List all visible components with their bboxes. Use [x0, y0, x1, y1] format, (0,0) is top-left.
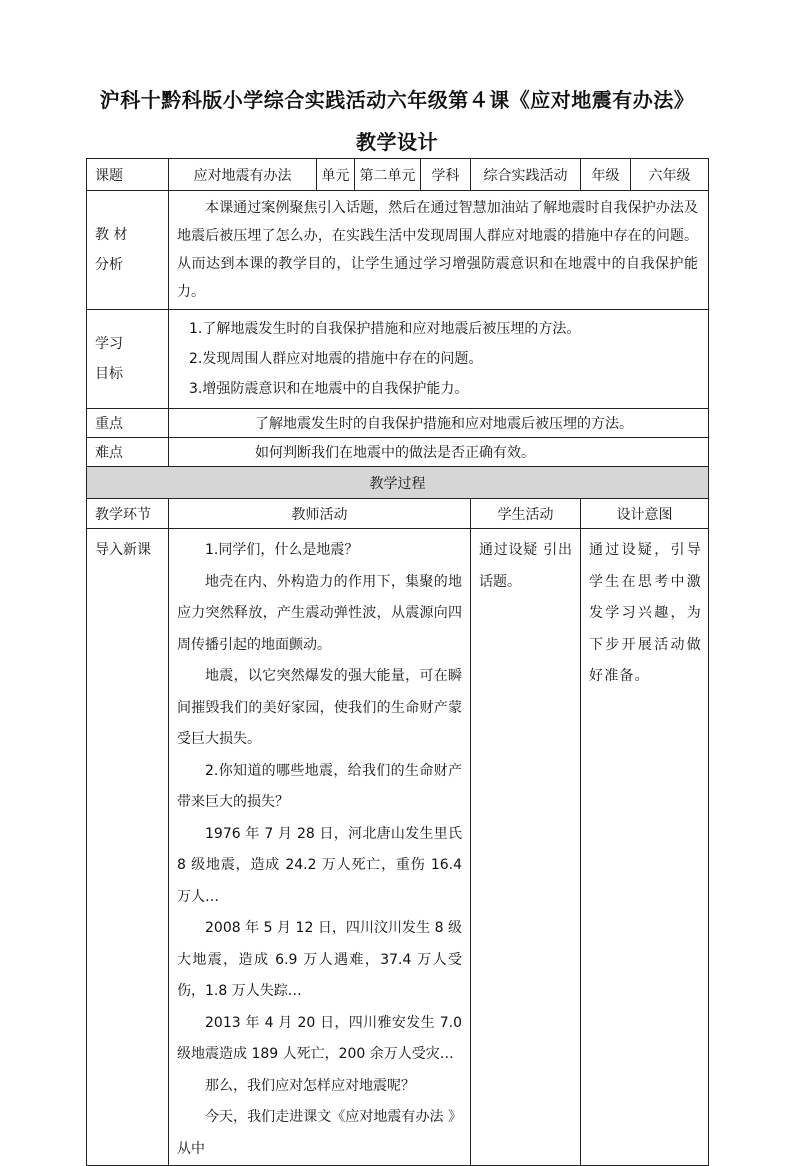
unit-label: 单元 — [317, 159, 355, 191]
objective-item: 2.发现周围人群应对地震的措施中存在的问题。 — [189, 351, 483, 367]
difficulty-row — [87, 438, 709, 467]
objective-item: 3.增强防震意识和在地震中的自我保护能力。 — [189, 381, 469, 397]
teacher-paragraph: 今天，我们走进课文《应对地震有办法 》从中 — [177, 1109, 462, 1157]
key-point-row — [87, 409, 709, 438]
process-intro-row — [87, 529, 709, 1166]
objectives-list — [169, 310, 709, 409]
col-teacher: 教师活动 — [169, 499, 471, 529]
stage-cell: 导入新课 — [87, 529, 169, 1166]
topic-value: 应对地震有办法 — [169, 159, 317, 191]
teacher-paragraph: 2.你知道的哪些地震，给我们的生命财产带来巨大的损失？ — [177, 762, 462, 810]
objectives-label — [87, 310, 169, 409]
difficulty-label: 难点 — [87, 438, 169, 467]
teacher-paragraph: 那么，我们应对怎样应对地震呢？ — [205, 1077, 415, 1094]
col-design: 设计意图 — [581, 499, 709, 529]
analysis-label-line1: 教 材 — [95, 227, 128, 243]
analysis-row — [87, 191, 709, 310]
objectives-row — [87, 310, 709, 409]
student-activity-cell: 通过设疑 引出话题。 — [471, 529, 581, 1166]
objective-item: 1.了解地震发生时的自我保护措施和应对地震后被压埋的方法。 — [189, 321, 581, 337]
analysis-label-line2: 分析 — [95, 257, 123, 273]
teacher-paragraph: 1.同学们，什么是地震？ — [205, 542, 359, 558]
process-heading-row — [87, 467, 709, 499]
design-intent-cell: 通过设疑，引导学生在思考中激发学习兴趣，为下步开展活动做好准备。 — [581, 529, 709, 1166]
teacher-paragraph: 2013 年 4 月 20 日，四川雅安发生 7.0 级地震造成 189 人死亡，200 余万人受灾… — [177, 1014, 462, 1062]
teacher-paragraph: 2008 年 5 月 12 日，四川汶川发生 8 级大地震，造成 6.9 万人遇难，37.4 万人受伤，1.8 万人失踪… — [177, 920, 462, 999]
topic-label: 课题 — [87, 159, 169, 191]
analysis-label — [87, 191, 169, 310]
grade-label: 年级 — [581, 159, 631, 191]
subject-label: 学科 — [421, 159, 471, 191]
unit-value: 第二单元 — [355, 159, 421, 191]
difficulty-text: 如何判断我们在地震中的做法是否正确有效。 — [169, 438, 709, 467]
analysis-text: 本课通过案例聚焦引入话题，然后在通过智慧加油站了解地震时自我保护办法及地震后被压埋了怎么办，在实践生活中发现周围人群应对地震的措施中存在的问题。从而达到本课的教学目的，让学生通过学习增强防震意识和在地震中的自我保护能力。 — [169, 191, 709, 310]
objectives-label-line2: 目标 — [95, 366, 123, 382]
lesson-plan-table — [86, 158, 708, 1166]
col-student-label: 学生活动 — [497, 506, 554, 523]
teacher-paragraph: 地壳在内、外构造力的作用下，集聚的地应力突然释放，产生震动弹性波，从震源向四周传播引起的地面颤动。 — [177, 573, 462, 653]
process-heading: 教学过程 — [87, 467, 709, 499]
key-point-text: 了解地震发生时的自我保护措施和应对地震后被压埋的方法。 — [169, 409, 709, 438]
key-point-label: 重点 — [87, 409, 169, 438]
document-subtitle: 教学设计 — [356, 130, 438, 154]
teacher-paragraph: 地震，以它突然爆发的强大能量，可在瞬间摧毁我们的美好家园，使我们的生命财产蒙受巨大损失。 — [177, 668, 462, 747]
teacher-activity-cell — [169, 529, 471, 1166]
teacher-paragraph: 1976 年 7 月 28 日，河北唐山发生里氏 8 级地震，造成 24.2 万人死亡，重伤 16.4 万人… — [177, 825, 462, 905]
objectives-label-line1: 学习 — [95, 336, 123, 352]
col-stage: 教学环节 — [87, 499, 169, 529]
col-student — [471, 499, 581, 529]
process-columns-row — [87, 499, 709, 529]
header-row — [87, 159, 709, 191]
subject-value: 综合实践活动 — [471, 159, 581, 191]
document-title: 沪科十黔科版小学综合实践活动六年级第４课《应对地震有办法》 — [99, 88, 695, 112]
grade-value: 六年级 — [631, 159, 709, 191]
